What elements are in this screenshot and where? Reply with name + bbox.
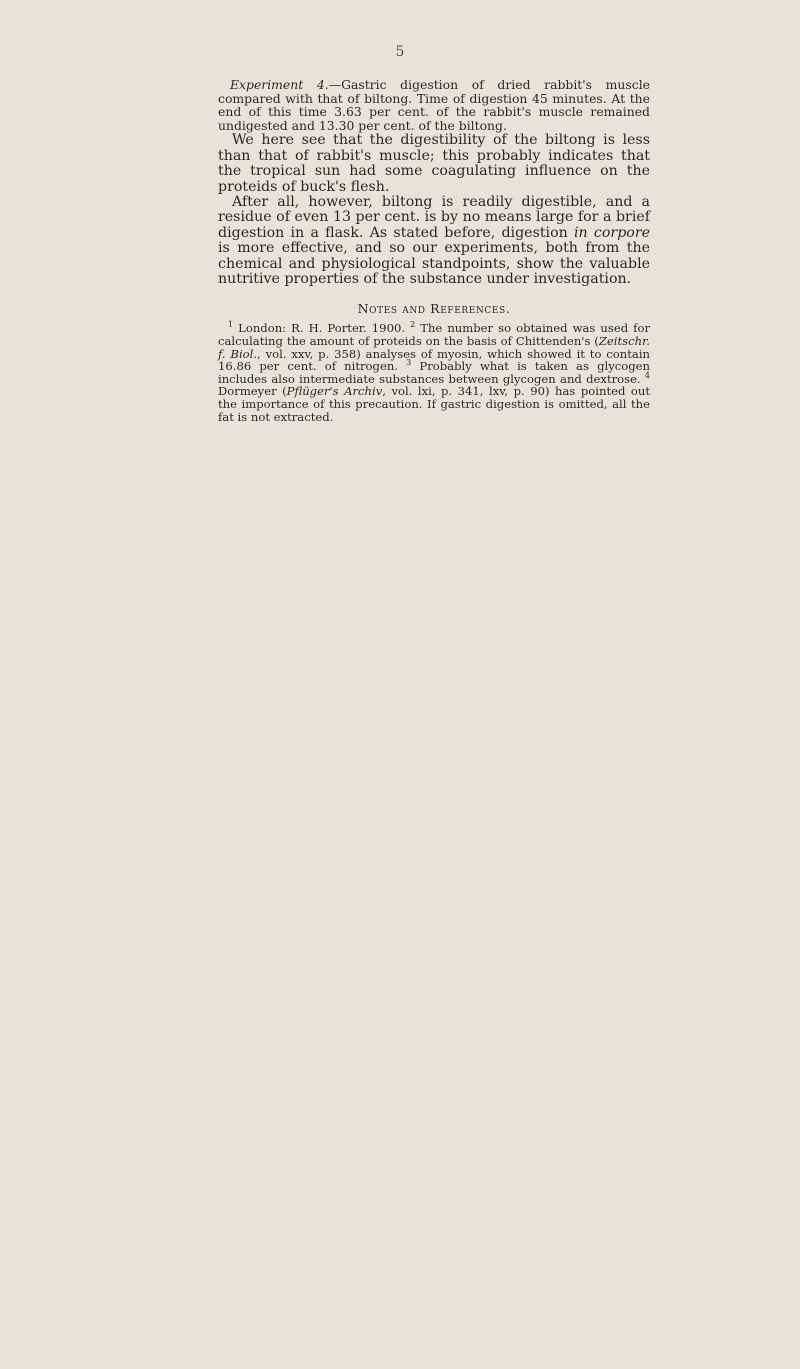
conclusion-paragraph: [218, 195, 650, 287]
experiment-text: —Gastric digestion of dried rabbit's muscle compared with that of biltong. Time of digestion 45 minutes. At the end of this time 3.63 per cent. of the rabbit's muscle remained undigested and 13.30 per cent. of the biltong.: [218, 77, 650, 133]
notes-paragraph: [218, 322, 650, 423]
digestibility-paragraph: We here see that the digestibility of the biltong is less than that of rabbit's muscle; this probably indicates that the tropical sun had some coagulating influence on the proteids of buck's flesh.: [218, 132, 650, 195]
body-text: [218, 78, 650, 423]
note-4-text-after: , vol. lxi, p. 341, lxv, p. 90) has pointed out the importance of this precaution. If gastric digestion is omitted, all the fat is not extracted.: [218, 384, 650, 424]
note-1-text: London: R. H. Porter. 1900.: [233, 321, 411, 336]
note-4-text: Dormeyer (: [218, 384, 287, 399]
note-3-text: Probably what is taken as glycogen includes also intermediate substances between glycogen and dextrose.: [218, 359, 650, 386]
note-2-mark: 2: [410, 320, 416, 330]
note-2-text: The number so obtained was used for calculating the amount of proteids on the basis of Chittenden's (: [218, 321, 650, 349]
note-2-text-after: , vol. xxv, p. 358) analyses of myosin, which showed it to contain 16.86 per cent. of nitrogen.: [218, 346, 650, 374]
experiment-label: Experiment 4.: [230, 77, 329, 92]
conclusion-text-end: is more effective, and so our experiments, both from the chemical and physiological standpoints, show the valuable nutritive properties of the substance under investigation.: [218, 240, 650, 288]
conclusion-text-start: After all, however, biltong is readily digestible, and a residue of even 13 per cent. is by no means large for a brief digestion in a flask. As stated before, digestion: [218, 194, 650, 241]
note-2-journal: Zeitschr. f. Biol.: [218, 334, 650, 361]
note-3-mark: 3: [406, 358, 412, 368]
notes-heading: Notes and References.: [357, 301, 511, 317]
note-4-journal: Pflüger's Archiv: [286, 384, 383, 399]
note-1-mark: 1: [228, 320, 234, 330]
note-4-mark: 4: [644, 370, 650, 380]
experiment-paragraph: [218, 78, 650, 132]
conclusion-italic: in corpore: [574, 224, 650, 241]
page-number: 5: [395, 44, 405, 60]
